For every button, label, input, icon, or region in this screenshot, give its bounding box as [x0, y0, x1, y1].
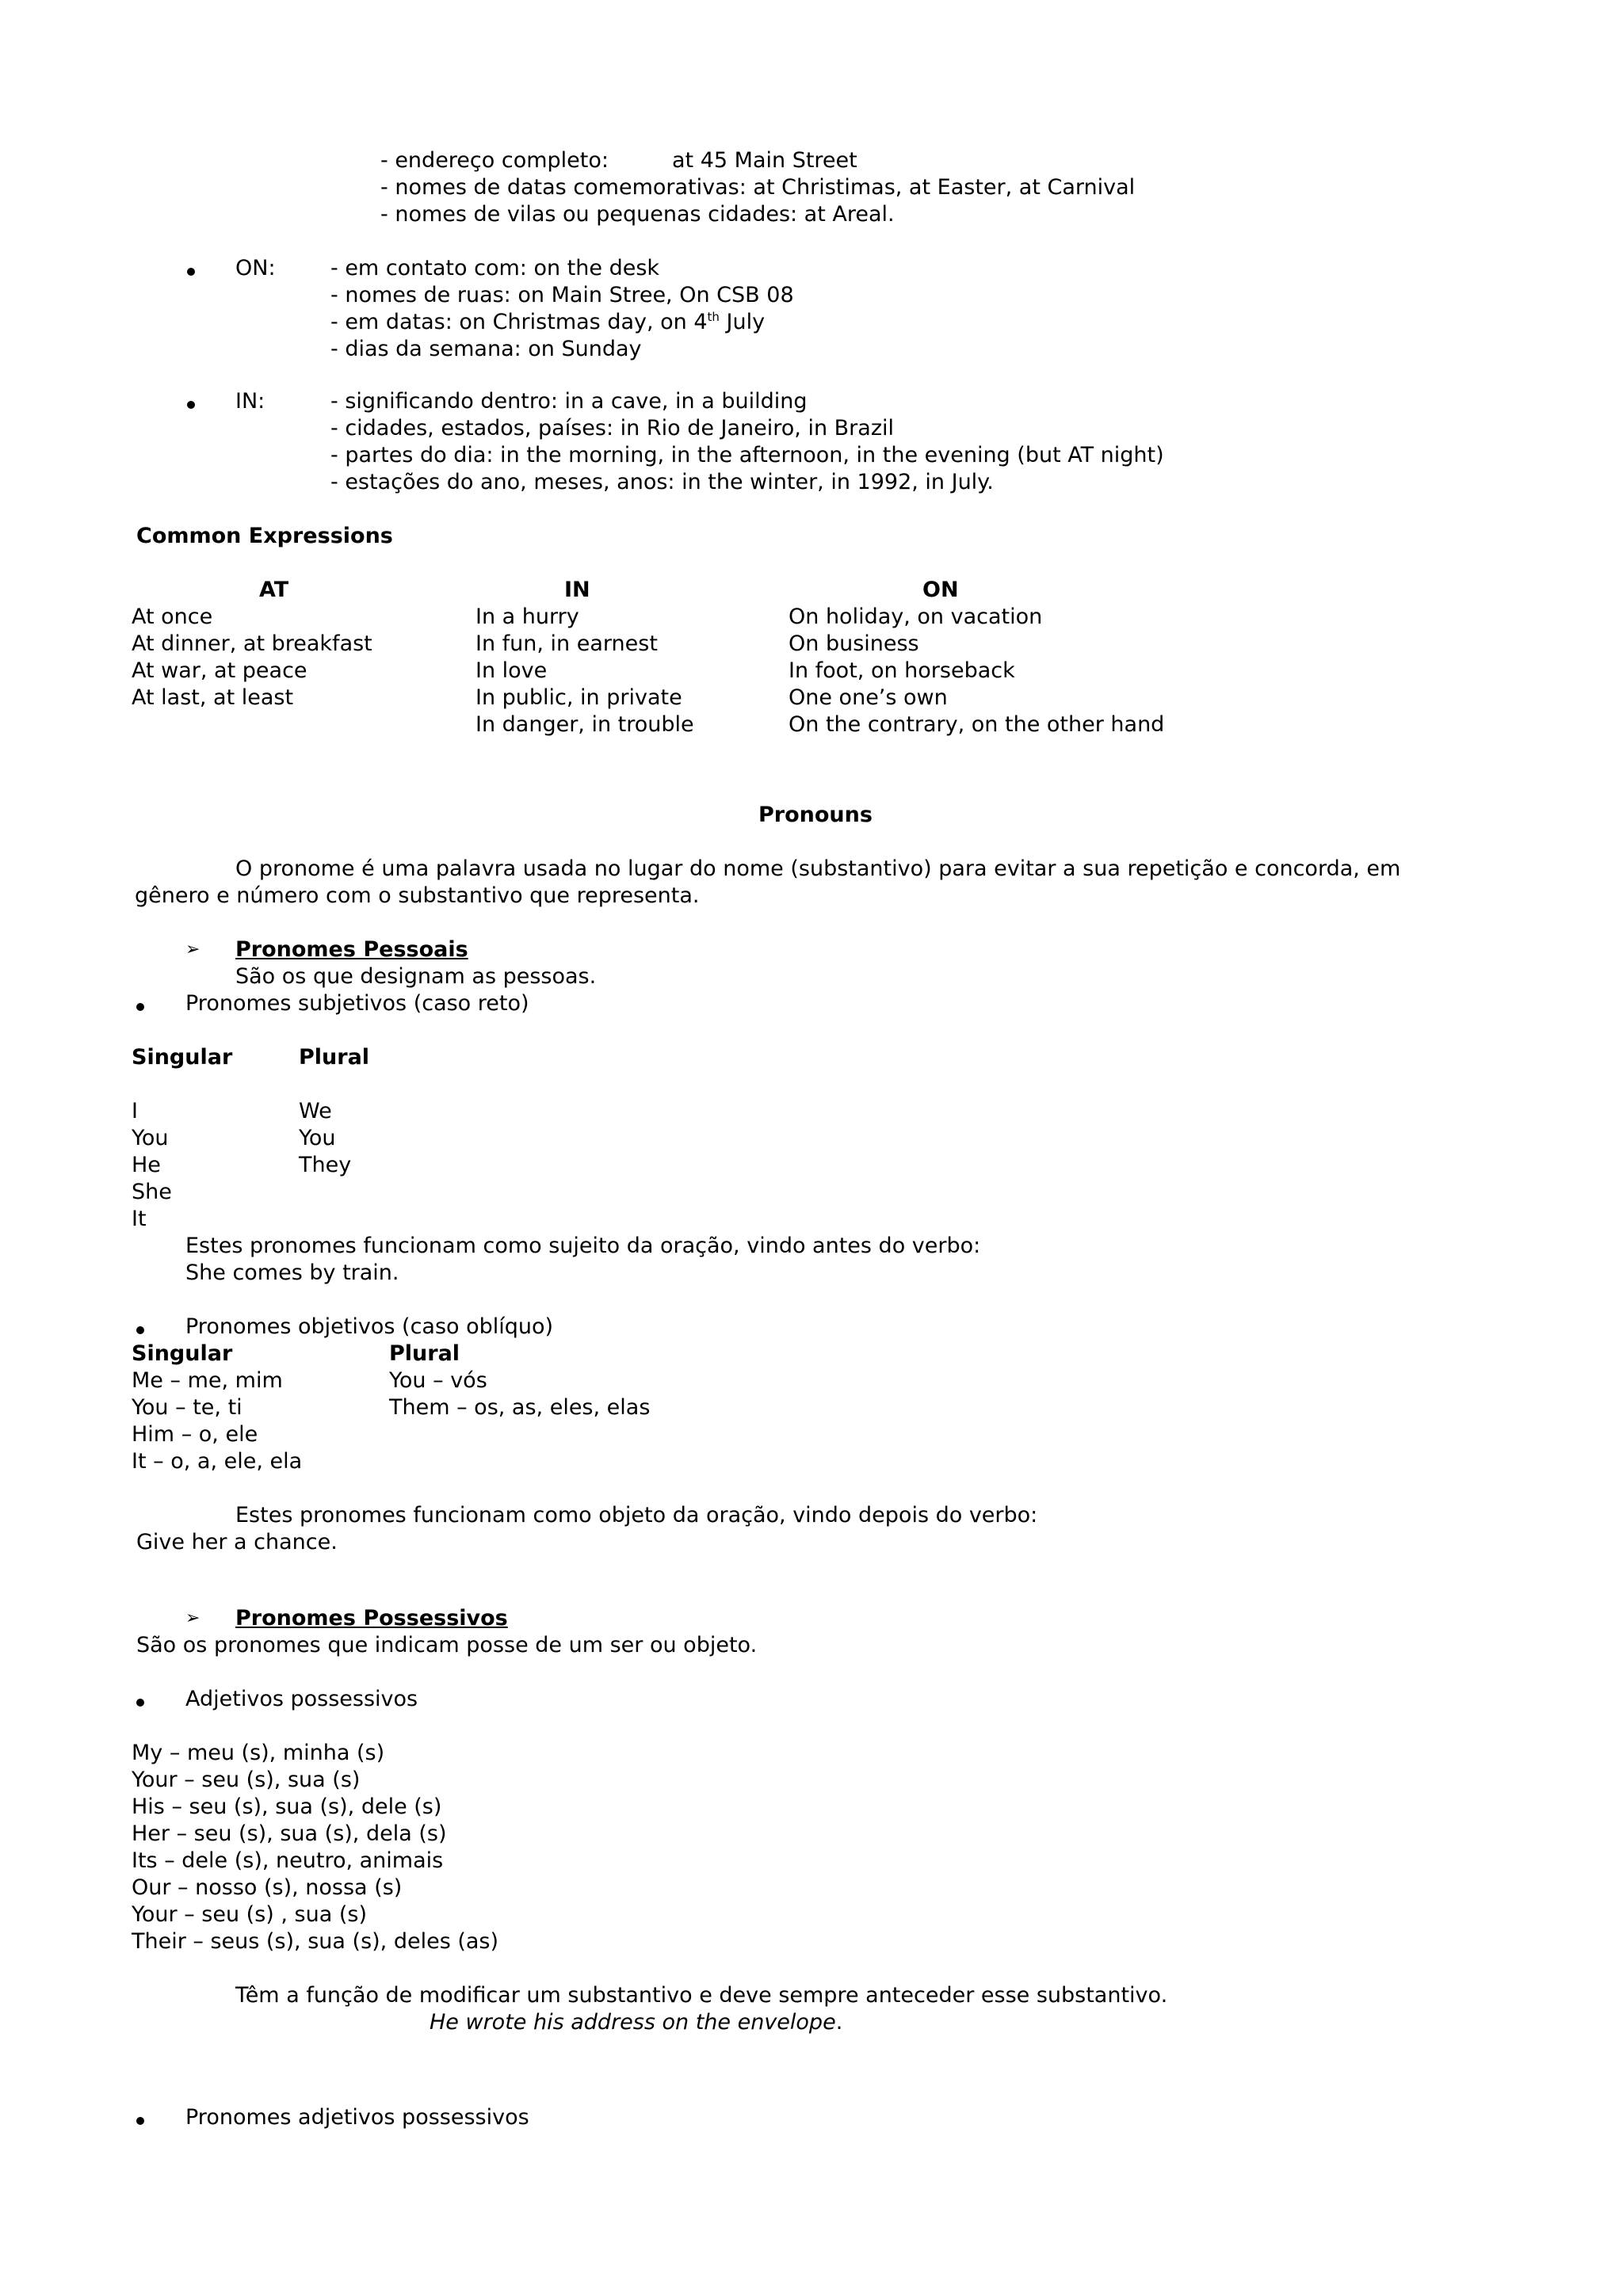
in-expression: In danger, in trouble [475, 712, 694, 737]
on-line-contact: - em contato com: on the desk [330, 256, 660, 280]
on-line-weekdays: - dias da semana: on Sunday [330, 337, 642, 361]
function-example-period: . [835, 2010, 843, 2035]
subjetivo-singular: He [132, 1153, 161, 1177]
objetivos-plural-header: Plural [389, 1341, 460, 1366]
bullet-icon [136, 1326, 144, 1334]
in-line-seasons: - estações do ano, meses, anos: in the winter, in 1992, in July. [330, 470, 994, 494]
arrow-bullet-icon: ➢ [185, 940, 200, 959]
function-example-line [430, 2009, 842, 2036]
subjetivo-singular: You [132, 1126, 169, 1150]
subjetivo-plural: You [299, 1126, 336, 1150]
on-expression: One one’s own [789, 685, 948, 710]
objetivo-singular: You – te, ti [132, 1395, 242, 1420]
adjetivo-possessivo: His – seu (s), sua (s), dele (s) [132, 1794, 442, 1819]
objetivo-plural: Them – os, as, eles, elas [389, 1395, 651, 1420]
adjetivo-possessivo: Their – seus (s), sua (s), deles (as) [132, 1929, 499, 1954]
in-line-places: - cidades, estados, países: in Rio de Janeiro, in Brazil [330, 416, 895, 441]
subjetivos-singular-header: Singular [132, 1045, 233, 1070]
in-line-inside: - significando dentro: in a cave, in a building [330, 389, 808, 414]
arrow-bullet-icon: ➢ [185, 1608, 200, 1628]
subjetivo-singular: It [132, 1207, 147, 1231]
at-expression: At dinner, at breakfast [132, 631, 372, 656]
at-address-label: - endereço completo: [380, 148, 609, 173]
at-line-towns: - nomes de vilas ou pequenas cidades: at Areal. [380, 202, 895, 227]
col-header-on: ON [922, 578, 959, 602]
on-line-dates [330, 309, 765, 336]
in-label: IN: [235, 389, 265, 414]
objetivo-singular: It – o, a, ele, ela [132, 1449, 303, 1474]
objetivo-singular: Me – me, mim [132, 1368, 283, 1393]
pronouns-title: Pronouns [758, 803, 873, 827]
adjetivo-possessivo: Your – seu (s) , sua (s) [132, 1902, 367, 1927]
at-expression: At war, at peace [132, 658, 307, 683]
subjetivos-example: She comes by train. [185, 1261, 399, 1285]
common-expressions-heading: Common Expressions [136, 524, 393, 548]
objetivo-singular: Him – o, ele [132, 1422, 258, 1447]
at-expression: At once [132, 605, 213, 629]
subjetivo-plural: They [299, 1153, 352, 1177]
col-header-in: IN [564, 578, 590, 602]
pronomes-adjetivos-possessivos-bullet-text: Pronomes adjetivos possessivos [185, 2105, 529, 2130]
on-label: ON: [235, 256, 276, 280]
on-dates-after: July [719, 310, 766, 334]
pronomes-pessoais-description: São os que designam as pessoas. [235, 964, 597, 989]
in-expression: In public, in private [475, 685, 682, 710]
on-expression: On holiday, on vacation [789, 605, 1043, 629]
bullet-icon [136, 1699, 144, 1707]
on-expression: On business [789, 631, 919, 656]
at-line-dates: - nomes de datas comemorativas: at Christimas, at Easter, at Carnival [380, 175, 1136, 200]
subjetivo-singular: She [132, 1180, 172, 1204]
subjetivos-plural-header: Plural [299, 1045, 370, 1070]
pronomes-possessivos-description: São os pronomes que indicam posse de um ser ou objeto. [136, 1633, 758, 1657]
on-dates-text: - em datas: on Christmas day, on 4 [330, 310, 708, 334]
on-expression: On the contrary, on the other hand [789, 712, 1165, 737]
objetivos-bullet-text: Pronomes objetivos (caso oblíquo) [185, 1314, 554, 1339]
adjetivo-possessivo: My – meu (s), minha (s) [132, 1741, 385, 1765]
in-expression: In a hurry [475, 605, 579, 629]
adjetivo-possessivo: Its – dele (s), neutro, animais [132, 1848, 444, 1873]
bullet-icon [136, 1003, 144, 1011]
in-expression: In fun, in earnest [475, 631, 658, 656]
adjetivo-possessivo: Your – seu (s), sua (s) [132, 1768, 361, 1792]
adjetivo-possessivo: Her – seu (s), sua (s), dela (s) [132, 1821, 447, 1846]
bullet-icon [136, 2117, 144, 2125]
on-dates-sup: th [707, 310, 720, 324]
on-line-streets: - nomes de ruas: on Main Stree, On CSB 08 [330, 283, 794, 307]
adjetivo-possessivo: Our – nosso (s), nossa (s) [132, 1875, 403, 1900]
function-note: Têm a função de modificar um substantivo e deve sempre anteceder esse substantivo. [235, 1983, 1168, 2008]
adjetivos-possessivos-bullet-text: Adjetivos possessivos [185, 1687, 418, 1711]
bullet-icon [187, 401, 195, 409]
subjetivos-note: Estes pronomes funcionam como sujeito da oração, vindo antes do verbo: [185, 1234, 981, 1258]
bullet-icon [187, 268, 195, 276]
in-line-day-parts: - partes do dia: in the morning, in the afternoon, in the evening (but AT night) [330, 443, 1164, 467]
objetivos-singular-header: Singular [132, 1341, 233, 1366]
objetivos-example: Give her a chance. [136, 1530, 338, 1554]
at-address-value: at 45 Main Street [672, 148, 857, 173]
pronouns-intro-line-2: gênero e número com o substantivo que representa. [135, 883, 700, 908]
objetivos-note: Estes pronomes funcionam como objeto da oração, vindo depois do verbo: [235, 1503, 1038, 1527]
pronouns-intro-line-1: O pronome é uma palavra usada no lugar do nome (substantivo) para evitar a sua repetição e concorda, em [235, 856, 1401, 881]
on-expression: In foot, on horseback [789, 658, 1015, 683]
col-header-at: AT [259, 578, 289, 602]
subjetivo-singular: I [132, 1099, 138, 1123]
at-expression: At last, at least [132, 685, 294, 710]
subjetivos-bullet-text: Pronomes subjetivos (caso reto) [185, 991, 529, 1016]
pronomes-possessivos-heading: Pronomes Possessivos [235, 1606, 508, 1630]
subjetivo-plural: We [299, 1099, 332, 1123]
objetivo-plural: You – vós [389, 1368, 487, 1393]
function-example: He wrote his address on the envelope [430, 2010, 836, 2035]
in-expression: In love [475, 658, 548, 683]
pronomes-pessoais-heading: Pronomes Pessoais [235, 937, 468, 962]
